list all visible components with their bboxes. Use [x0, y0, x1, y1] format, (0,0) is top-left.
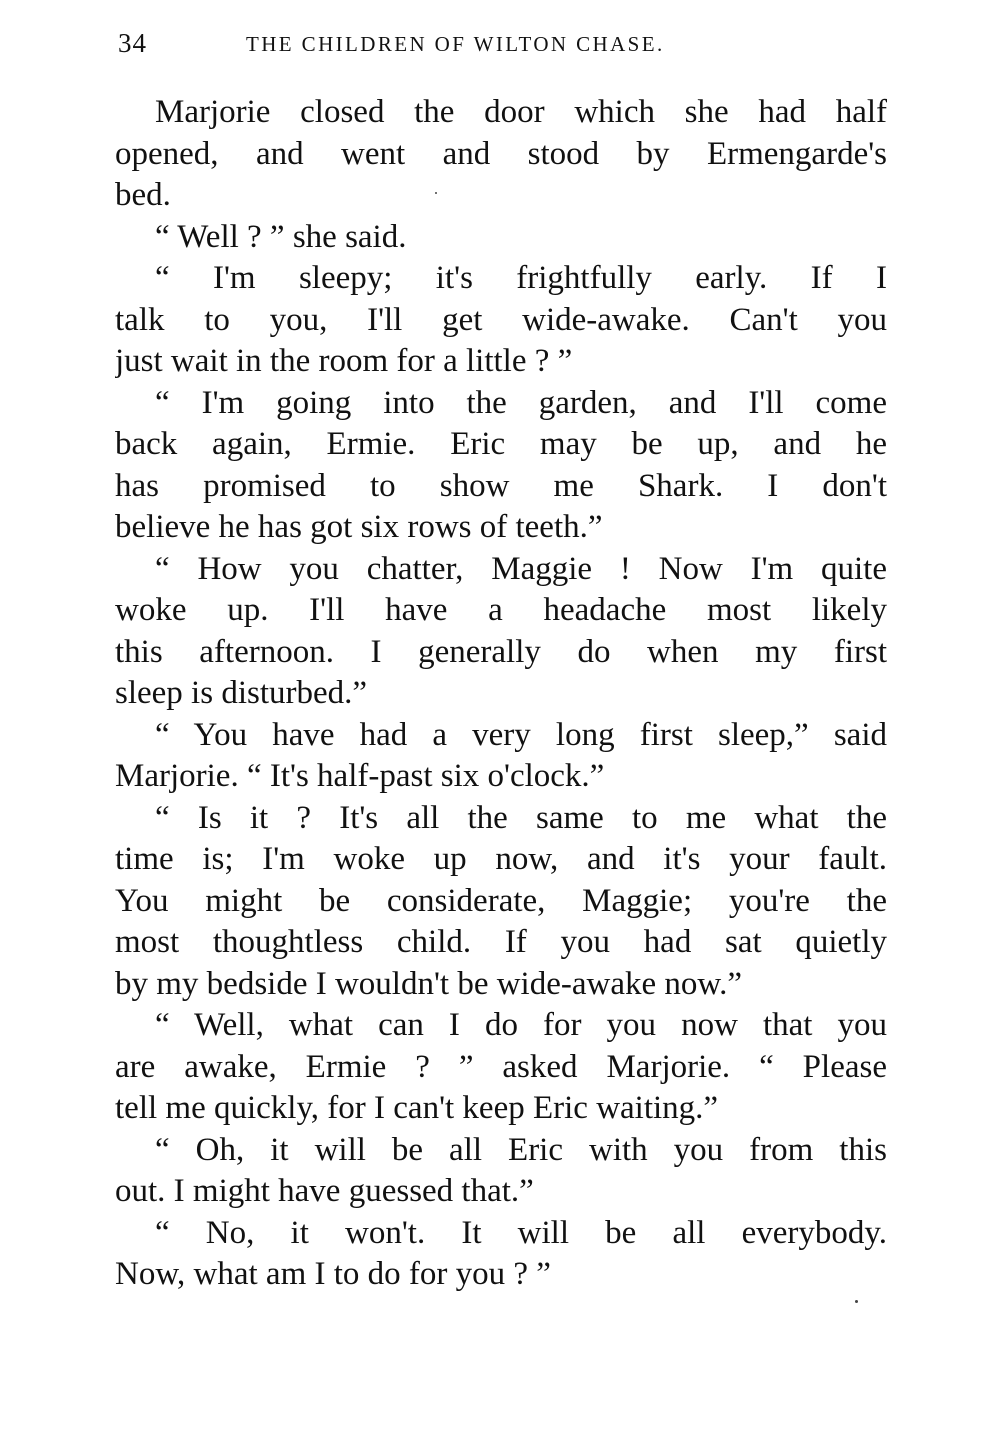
text-line: “ Well ? ” she said.: [155, 218, 407, 255]
running-head: [118, 28, 888, 62]
text-line: just wait in the room for a little ? ”: [115, 343, 573, 379]
text-line: time is; I'm woke up now, and it's your fault.: [115, 841, 887, 877]
running-title: THE CHILDREN OF WILTON CHASE.: [246, 32, 665, 56]
text-line: woke up. I'll have a headache most likely: [115, 592, 887, 628]
text-line: “ I'm sleepy; it's frightfully early. If I: [155, 260, 887, 296]
text-line: believe he has got six rows of teeth.”: [115, 509, 603, 545]
text-line: “ Is it ? It's all the same to me what the: [155, 799, 887, 836]
text-line: by my bedside I wouldn't be wide-awake now.”: [115, 965, 742, 1002]
text-line: You might be considerate, Maggie; you're the: [115, 882, 887, 919]
text-line: opened, and went and stood by Ermengarde's: [115, 135, 887, 172]
text-line: back again, Ermie. Eric may be up, and he: [115, 426, 887, 462]
text-line: sleep is disturbed.”: [115, 675, 368, 711]
text-line: has promised to show me Shark. I don't: [115, 467, 887, 504]
text-line: this afternoon. I generally do when my first: [115, 633, 887, 670]
text-line: “ How you chatter, Maggie ! Now I'm quite: [155, 550, 887, 587]
text-line: “ I'm going into the garden, and I'll come: [155, 384, 887, 421]
text-line: out. I might have guessed that.”: [115, 1173, 534, 1209]
text-line: Marjorie. “ It's half-past six o'clock.”: [115, 758, 605, 794]
text-line: Now, what am I to do for you ? ”: [115, 1256, 551, 1292]
body-text: [115, 92, 887, 1296]
text-line: most thoughtless child. If you had sat quietly: [115, 924, 887, 960]
text-line: bed.: [115, 177, 171, 213]
text-line: Marjorie closed the door which she had half: [155, 94, 887, 130]
text-line: “ Well, what can I do for you now that you: [155, 1007, 887, 1043]
text-line: “ You have had a very long first sleep,” said: [155, 716, 887, 753]
print-speck: [855, 1300, 858, 1303]
text-line: talk to you, I'll get wide-awake. Can't you: [115, 301, 887, 338]
text-line: tell me quickly, for I can't keep Eric waiting.”: [115, 1090, 719, 1126]
print-speck: [435, 192, 437, 194]
text-line: “ No, it won't. It will be all everybody.: [155, 1214, 887, 1251]
text-line: “ Oh, it will be all Eric with you from this: [155, 1131, 887, 1168]
text-line: are awake, Ermie ? ” asked Marjorie. “ Please: [115, 1048, 887, 1085]
page-number: 34: [118, 28, 147, 58]
